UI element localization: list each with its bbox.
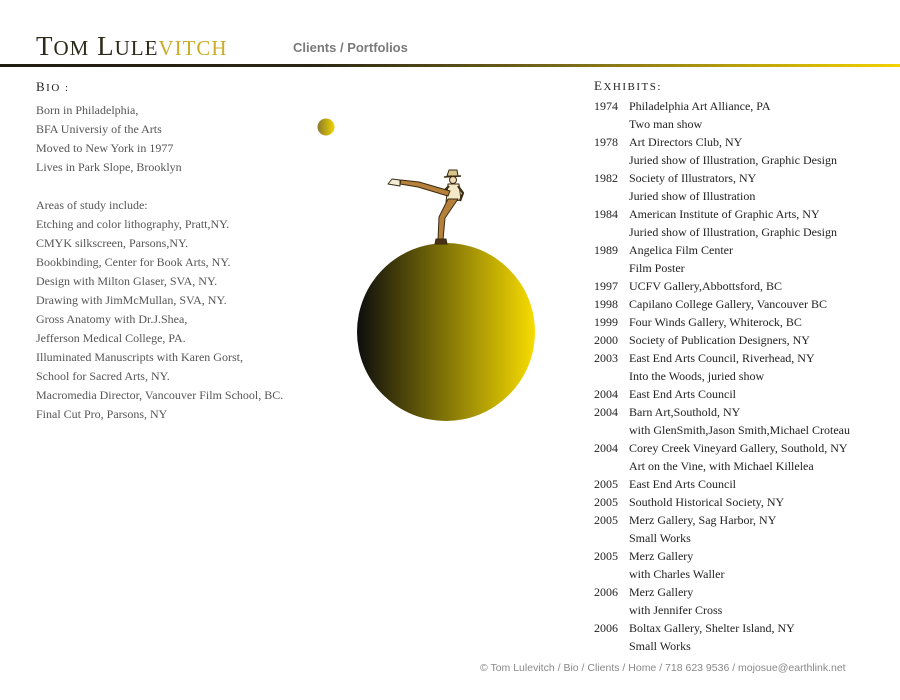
exhibit-row	[594, 421, 894, 439]
bio-heading	[36, 79, 326, 95]
bio-section	[36, 79, 326, 424]
study-line: Final Cut Pro, Parsons, NY	[36, 407, 168, 421]
study-line: Design with Milton Glaser, SVA, NY.	[36, 274, 218, 288]
kicking-figure	[388, 170, 463, 244]
exhibit-year: 1998	[594, 297, 618, 311]
exhibit-year: 1997	[594, 279, 618, 293]
exhibit-row	[594, 385, 894, 403]
exhibit-row	[594, 133, 894, 151]
footer-sep: /	[729, 662, 739, 674]
footer-sep: /	[656, 662, 666, 674]
exhibit-row	[594, 115, 894, 133]
exhibit-year	[594, 637, 629, 655]
exhibit-row	[594, 331, 894, 349]
exhibit-year	[594, 421, 629, 439]
exhibit-row	[594, 493, 894, 511]
footer-bar	[480, 662, 846, 674]
exhibit-year: 2005	[594, 477, 618, 491]
exhibit-row	[594, 583, 894, 601]
title-last-initial: L	[97, 31, 115, 61]
exhibit-year: 1984	[594, 207, 618, 221]
exhibit-year: 2005	[594, 549, 618, 563]
exhibit-year: 1978	[594, 135, 618, 149]
exhibit-row	[594, 619, 894, 637]
exhibit-row	[594, 457, 894, 475]
study-line: Jefferson Medical College, PA.	[36, 331, 186, 345]
exhibit-text: East End Arts Council	[629, 477, 736, 491]
exhibits-section	[594, 78, 894, 655]
footer-home-link[interactable]: Home	[628, 662, 657, 674]
exhibit-year: 2005	[594, 495, 618, 509]
heading-initial: B	[36, 79, 47, 94]
footer-clients-link[interactable]: Clients	[587, 662, 620, 674]
footer-copyright: © Tom Lulevitch	[480, 662, 555, 674]
exhibit-year: 2004	[594, 387, 618, 401]
title-last-highlight	[158, 31, 227, 61]
exhibit-text: Small Works	[629, 639, 691, 653]
study-line: School for Sacred Arts, NY.	[36, 369, 170, 383]
nav-portfolios-link[interactable]: Portfolios	[347, 40, 408, 55]
exhibit-text: Art Directors Club, NY	[629, 135, 743, 149]
bio-line: Lives in Park Slope, Brooklyn	[36, 160, 182, 174]
planet-shape	[357, 243, 535, 421]
exhibit-year: 2006	[594, 585, 618, 599]
exhibit-text: Art on the Vine, with Michael Killelea	[629, 459, 814, 473]
study-lines	[36, 196, 326, 424]
exhibit-year	[594, 565, 629, 583]
site-header	[0, 0, 900, 68]
top-nav	[293, 40, 408, 55]
planet-illustration	[300, 100, 560, 440]
bio-lines	[36, 101, 326, 177]
title-highlight-rest: VITCH	[158, 36, 228, 60]
exhibit-text: Juried show of Illustration, Graphic Design	[629, 225, 837, 239]
exhibit-text: Two man show	[629, 117, 703, 131]
heading-rest: IO :	[46, 82, 70, 94]
exhibit-row	[594, 439, 894, 457]
title-last-rest: ULE	[114, 36, 159, 60]
study-line: Gross Anatomy with Dr.J.Shea,	[36, 312, 188, 326]
footer-email-link[interactable]: mojosue@earthlink.net	[738, 662, 846, 674]
exhibit-row	[594, 187, 894, 205]
nav-clients-link[interactable]: Clients	[293, 40, 337, 55]
exhibit-row	[594, 547, 894, 565]
figure-hat	[447, 170, 458, 176]
study-line: Macromedia Director, Vancouver Film School, BC.	[36, 388, 284, 402]
exhibit-year: 1989	[594, 243, 618, 257]
exhibit-row	[594, 403, 894, 421]
exhibit-text: Into the Woods, juried show	[629, 369, 765, 383]
footer-phone: 718 623 9536	[665, 662, 730, 674]
exhibit-row	[594, 565, 894, 583]
study-line: Illuminated Manuscripts with Karen Gorst,	[36, 350, 243, 364]
title-first-initial: T	[36, 31, 54, 61]
exhibit-row	[594, 295, 894, 313]
exhibit-text: Society of Illustrators, NY	[629, 171, 757, 185]
exhibit-text: with Charles Waller	[629, 567, 725, 581]
exhibit-row	[594, 259, 894, 277]
exhibit-row	[594, 313, 894, 331]
exhibit-row	[594, 637, 894, 655]
exhibit-row	[594, 277, 894, 295]
exhibit-year: 2003	[594, 351, 618, 365]
exhibit-year: 2000	[594, 333, 618, 347]
exhibit-year: 1982	[594, 171, 618, 185]
exhibit-row	[594, 241, 894, 259]
exhibit-text: Society of Publication Designers, NY	[629, 333, 810, 347]
header-rule	[0, 64, 900, 67]
exhibit-row	[594, 169, 894, 187]
exhibit-year	[594, 457, 629, 475]
exhibit-row	[594, 367, 894, 385]
bio-line: Born in Philadelphia,	[36, 103, 139, 117]
exhibit-year	[594, 529, 629, 547]
exhibit-year	[594, 601, 629, 619]
site-title	[36, 30, 228, 64]
exhibit-text: Four Winds Gallery, Whiterock, BC	[629, 315, 802, 329]
exhibit-text: Angelica Film Center	[629, 243, 733, 257]
bio-line: BFA Universiy of the Arts	[36, 122, 162, 136]
footer-sep: /	[578, 662, 588, 674]
exhibit-row	[594, 601, 894, 619]
exhibit-text: Juried show of Illustration	[629, 189, 756, 203]
exhibit-row	[594, 529, 894, 547]
study-line: CMYK silkscreen, Parsons,NY.	[36, 236, 189, 250]
exhibit-text: Barn Art,Southold, NY	[629, 405, 741, 419]
exhibit-row	[594, 151, 894, 169]
exhibit-text: East End Arts Council	[629, 387, 736, 401]
footer-bio-link[interactable]: Bio	[563, 662, 579, 674]
exhibit-row	[594, 97, 894, 115]
exhibit-text: UCFV Gallery,Abbottsford, BC	[629, 279, 782, 293]
study-line: Areas of study include:	[36, 198, 148, 212]
figure-standing-leg	[438, 199, 458, 240]
exhibit-row	[594, 511, 894, 529]
exhibit-text: Merz Gallery, Sag Harbor, NY	[629, 513, 777, 527]
exhibit-row	[594, 205, 894, 223]
study-line: Etching and color lithography, Pratt,NY.	[36, 217, 230, 231]
exhibits-list	[594, 97, 894, 655]
exhibit-year: 2006	[594, 621, 618, 635]
exhibit-year	[594, 187, 629, 205]
exhibit-text: Capilano College Gallery, Vancouver BC	[629, 297, 827, 311]
exhibit-year: 2004	[594, 441, 618, 455]
exhibit-row	[594, 475, 894, 493]
exhibit-text: with Jennifer Cross	[629, 603, 723, 617]
exhibit-text: with GlenSmith,Jason Smith,Michael Croteau	[629, 423, 850, 437]
exhibit-year: 1974	[594, 99, 618, 113]
exhibit-text: East End Arts Council, Riverhead, NY	[629, 351, 815, 365]
exhibit-year: 2004	[594, 405, 618, 419]
exhibit-row	[594, 349, 894, 367]
exhibit-text: American Institute of Graphic Arts, NY	[629, 207, 820, 221]
footer-sep: /	[554, 662, 564, 674]
exhibit-text: Merz Gallery	[629, 549, 694, 563]
exhibit-year	[594, 367, 629, 385]
exhibit-text: Corey Creek Vineyard Gallery, Southold, NY	[629, 441, 848, 455]
exhibit-year	[594, 259, 629, 277]
planet-figure-svg	[300, 100, 560, 440]
exhibits-heading	[594, 78, 894, 94]
nav-separator: /	[336, 40, 348, 55]
figure-kick-leg	[400, 180, 450, 196]
bio-gap	[36, 177, 326, 196]
exhibit-text: Juried show of Illustration, Graphic Design	[629, 153, 837, 167]
exhibit-text: Southold Historical Society, NY	[629, 495, 785, 509]
exhibit-year	[594, 115, 629, 133]
exhibit-text: Merz Gallery	[629, 585, 694, 599]
exhibit-year: 2005	[594, 513, 618, 527]
exhibit-text: Boltax Gallery, Shelter Island, NY	[629, 621, 795, 635]
exhibit-year: 1999	[594, 315, 618, 329]
study-line: Bookbinding, Center for Book Arts, NY.	[36, 255, 231, 269]
exhibit-text: Film Poster	[629, 261, 685, 275]
exhibit-row	[594, 223, 894, 241]
study-line: Drawing with JimMcMullan, SVA, NY.	[36, 293, 227, 307]
bio-line: Moved to New York in 1977	[36, 141, 174, 155]
exhibit-year	[594, 151, 629, 169]
title-first-rest: OM	[53, 36, 90, 60]
heading-rest: XHIBITS:	[603, 81, 662, 93]
exhibit-year	[594, 223, 629, 241]
exhibit-text: Small Works	[629, 531, 691, 545]
heading-initial: E	[594, 78, 604, 93]
moon-shape	[318, 119, 335, 136]
exhibit-text: Philadelphia Art Alliance, PA	[629, 99, 771, 113]
footer-sep: /	[619, 662, 629, 674]
